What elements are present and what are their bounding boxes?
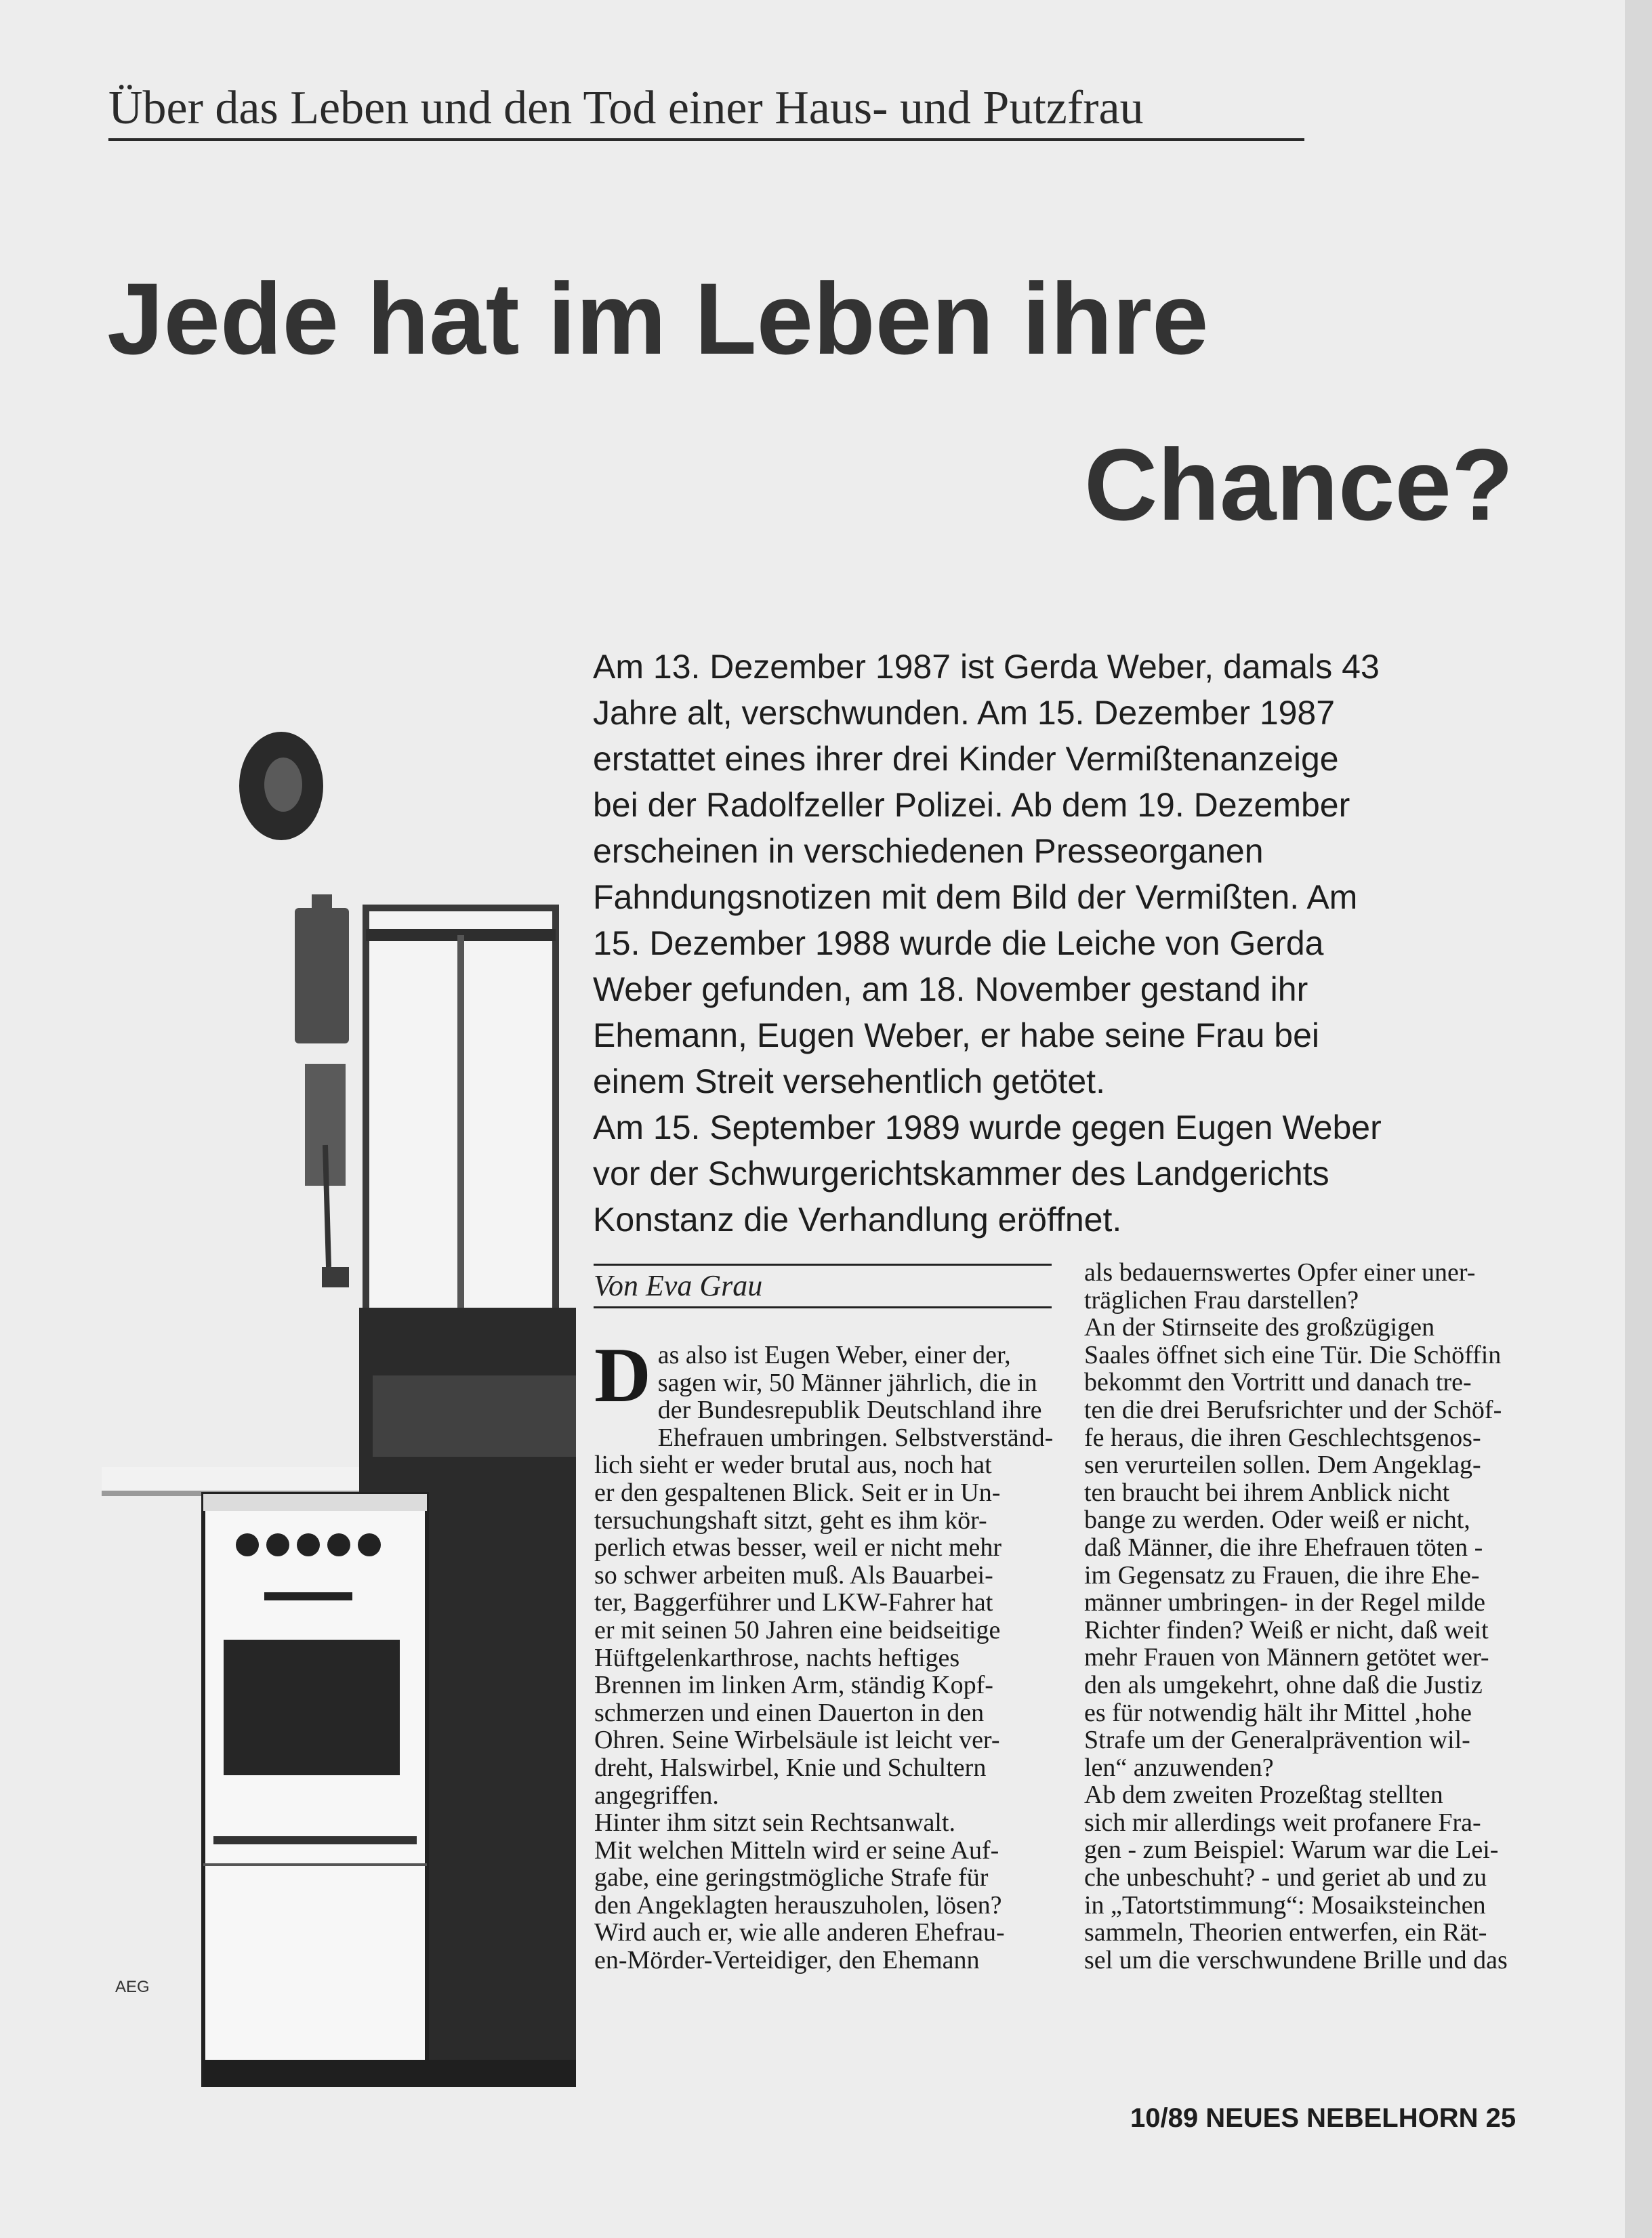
column-line: gabe, eine geringstmögliche Strafe für: [594, 1863, 989, 1892]
lead-line: 15. Dezember 1988 wurde die Leiche von Gerda: [593, 924, 1324, 962]
headline-line-2: Chance?: [1084, 428, 1514, 541]
column-line: als bedauernswertes Opfer einer uner-: [1084, 1258, 1476, 1287]
column-line: tersuchungshaft sitzt, geht es ihm kör-: [594, 1506, 987, 1535]
page-edge-shadow: [1625, 0, 1652, 2238]
lead-line: bei der Radolfzeller Polizei. Ab dem 19. Dezember: [593, 786, 1350, 824]
column-line: ten die drei Berufsrichter und der Schöf-: [1084, 1395, 1502, 1424]
lead-line: erscheinen in verschiedenen Presseorganen: [593, 832, 1264, 870]
column-line: bekommt den Vortritt und danach tre-: [1084, 1368, 1472, 1397]
column-line: as also ist Eugen Weber, einer der,: [657, 1341, 1011, 1369]
column-line: den als umgekehrt, ohne daß die Justiz: [1084, 1670, 1483, 1699]
column-line: daß Männer, die ihre Ehefrauen töten -: [1084, 1533, 1483, 1562]
column-line: An der Stirnseite des großzügigen: [1084, 1313, 1435, 1342]
column-line: angegriffen.: [594, 1781, 719, 1810]
column-line: ter, Baggerführer und LKW-Fahrer hat: [594, 1588, 993, 1617]
column-line: im Gegensatz zu Frauen, die ihre Ehe-: [1084, 1560, 1480, 1590]
lead-line: Jahre alt, verschwunden. Am 15. Dezember 1987: [593, 694, 1336, 732]
column-line: Strafe um der Generalprävention wil-: [1084, 1726, 1470, 1755]
column-line: sagen wir, 50 Männer jährlich, die in: [657, 1368, 1037, 1397]
column-line: so schwer arbeiten muß. Als Bauarbei-: [594, 1560, 993, 1590]
article-column-1: [594, 1332, 1055, 1975]
column-line: in „Tatortstimmung“: Mosaiksteinchen: [1084, 1890, 1486, 1920]
column-line: Hüftgelenkarthrose, nachts heftiges: [594, 1643, 960, 1672]
lead-line: Konstanz die Verhandlung eröffnet.: [593, 1201, 1122, 1239]
column-line: es für notwendig hält ihr Mittel ‚hohe: [1084, 1698, 1472, 1727]
column-line: schmerzen und einen Dauerton in den: [594, 1698, 985, 1727]
column-line: Wird auch er, wie alle anderen Ehefrau-: [594, 1918, 1005, 1947]
column-line: sel um die verschwundene Brille und das: [1084, 1945, 1508, 1974]
column-line: träglichen Frau darstellen?: [1084, 1285, 1359, 1314]
lead-line: Weber gefunden, am 18. November gestand ihr: [593, 970, 1308, 1008]
kicker-line: Über das Leben und den Tod einer Haus- und Putzfrau: [108, 80, 1304, 141]
lead-line: Am 15. September 1989 wurde gegen Eugen Weber: [593, 1108, 1382, 1146]
column-line: mehr Frauen von Männern getötet wer-: [1084, 1643, 1489, 1672]
column-line: perlich etwas besser, weil er nicht mehr: [594, 1533, 1001, 1562]
column-line: Richter finden? Weiß er nicht, daß weit: [1084, 1615, 1489, 1644]
drop-cap: D: [594, 1332, 651, 1419]
stove: [203, 1494, 427, 2087]
column-line: Ab dem zweiten Prozeßtag stellten: [1084, 1781, 1443, 1810]
column-line: Hinter ihm sitzt sein Rechtsanwalt.: [594, 1808, 955, 1838]
column-line: en-Mörder-Verteidiger, den Ehemann: [594, 1946, 980, 1975]
column-line: ten braucht bei ihrem Anblick nicht: [1084, 1478, 1450, 1507]
photo-corner-logo: AEG: [115, 1978, 150, 1996]
column-line: sen verurteilen sollen. Dem Angeklag-: [1084, 1451, 1481, 1480]
column-line: er den gespaltenen Blick. Seit er in Un-: [594, 1478, 1001, 1507]
column-line: Brennen im linken Arm, ständig Kopf-: [594, 1671, 993, 1700]
column-line: sich mir allerdings weit profanere Fra-: [1084, 1808, 1481, 1837]
lead-line: Am 13. Dezember 1987 ist Gerda Weber, damals 43: [593, 648, 1380, 686]
column-line: Ohren. Seine Wirbelsäule ist leicht ver-: [594, 1726, 1000, 1755]
kitchen-photo: [102, 711, 576, 2087]
column-line: sammeln, Theorien entwerfen, ein Rät-: [1084, 1918, 1487, 1947]
lead-line: einem Streit versehentlich getötet.: [593, 1062, 1105, 1100]
column-line: len“ anzuwenden?: [1084, 1753, 1274, 1782]
page-footer: 10/89 NEUES NEBELHORN 25: [1130, 2103, 1516, 2133]
byline: Von Eva Grau: [594, 1264, 1052, 1308]
oven-window: [224, 1640, 400, 1775]
column-line: er mit seinen 50 Jahren eine beidseitige: [594, 1615, 1001, 1644]
column-line: Saales öffnet sich eine Tür. Die Schöffin: [1084, 1340, 1502, 1369]
column-line: der Bundesrepublik Deutschland ihre: [657, 1396, 1042, 1425]
column-line: dreht, Halswirbel, Knie und Schultern: [594, 1753, 987, 1782]
column-line: männer umbringen- in der Regel milde: [1084, 1588, 1485, 1617]
lead-line: erstattet eines ihrer drei Kinder Vermißtenanzeige: [593, 740, 1339, 778]
column-line: den Angeklagten herauszuholen, lösen?: [594, 1890, 1002, 1920]
headline-line-1: Jede hat im Leben ihre: [107, 262, 1209, 375]
column-line: lich sieht er weder brutal aus, noch hat: [594, 1451, 992, 1480]
stove-knob: [236, 1533, 259, 1556]
oven-handle: [264, 1592, 352, 1600]
cutting-board: [295, 908, 349, 1043]
article-column-2: [1084, 1259, 1552, 1974]
column-line: che unbeschuht? - und geriet ab und zu: [1084, 1863, 1487, 1892]
lead-paragraph: [593, 644, 1542, 1243]
column-line: gen - zum Beispiel: Warum war die Lei-: [1084, 1836, 1499, 1865]
lead-line: Fahndungsnotizen mit dem Bild der Vermißten. Am: [593, 878, 1358, 916]
column-line: Mit welchen Mitteln wird er seine Auf-: [594, 1836, 999, 1865]
lead-line: vor der Schwurgerichtskammer des Landgerichts: [593, 1155, 1329, 1193]
column-line: bange zu werden. Oder weiß er nicht,: [1084, 1506, 1470, 1535]
lead-line: Ehemann, Eugen Weber, er habe seine Frau bei: [593, 1016, 1319, 1054]
column-line: Ehefrauen umbringen. Selbstverständ-: [657, 1423, 1054, 1452]
column-line: fe heraus, die ihren Geschlechtsgenos-: [1084, 1423, 1481, 1452]
